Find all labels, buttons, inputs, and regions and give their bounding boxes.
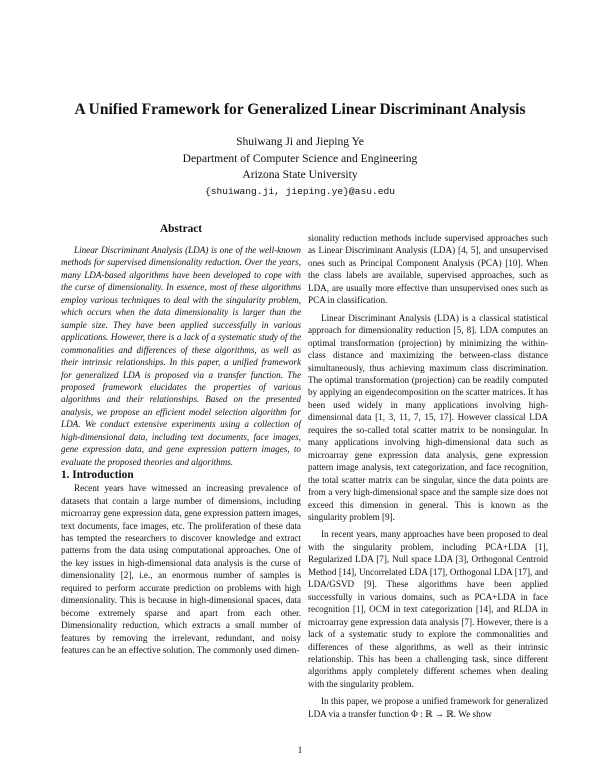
abstract-heading: Abstract — [159, 223, 203, 235]
introduction-paragraph-1-continued: sionality reduction methods include supervised approaches such as Linear Discriminant Analysis (LDA) [4, 5], and unsupervised ones such as Principal Component Analysis (PCA) [10]. When the class labels are available, supervised approaches, such as LDA, are usually more effective than unsupervised ones such as PCA in classification. — [308, 233, 548, 306]
author-department: Department of Computer Science and Engineering — [182, 151, 418, 165]
author-block — [0, 134, 600, 200]
author-university: Arizona State University — [242, 168, 358, 181]
introduction-paragraph-2: Linear Discriminant Analysis (LDA) is a classical statistical approach for dimensionality reduction [5, 8]. LDA computes an optimal transformation (projection) by minimizing the within-class distance and maximizing the between-class distance simultaneously, thus achieving maximum class discrimination. The optimal transformation (projection) can be readily computed by applying an eigendecomposition on the scatter matrices. It has been used widely in many applications involving high-dimensional data [1, 3, 11, 7, 15, 17]. However classical LDA requires the so-called total scatter matrix to be nonsingular. In many applications involving high-dimensional data such as microarray gene expression data analysis, gene expression pattern image analysis, text categorization, and face recognition, the total scatter matrix can be singular, since the data points are from a very high-dimensional space and the sample size does not exceed this dimension in general. This is known as the singularity problem [9]. — [308, 312, 548, 522]
author-names: Shuiwang Ji and Jieping Ye — [236, 135, 364, 148]
introduction-paragraph-4: In this paper, we propose a unified framework for generalized LDA via a transfer function Φ : ℝ → ℝ. We show — [308, 696, 548, 719]
introduction-paragraph-1: Recent years have witnessed an increasing prevalence of datasets that contain a large number of dimensions, including microarray gene expression data, gene expression pattern images, text documents, face images, etc. The proliferation of these data has tempted the researchers to discover knowledge and extract patterns from the data using computational approaches. One of the key issues in high-dimensional data analysis is the curse of dimensionality [2], i.e., an enormous number of samples is required to perform accurate prediction on problems with high dimensionality. This is because in high-dimensional spaces, data become extremely sparse and apart from each other. Dimensionality reduction, which extracts a small number of features by removing the irrelevant, redundant, and noisy features can be an effective solution. The commonly used dimen- — [61, 483, 301, 656]
right-column — [308, 232, 548, 720]
introduction-heading: 1. Introduction — [61, 469, 134, 482]
page-number: 1 — [297, 746, 303, 756]
introduction-paragraph-3: In recent years, many approaches have been proposed to deal with the singularity problem, including PCA+LDA [1], Regularized LDA [7], Null space LDA [3], Orthogonal Centroid Method [14], Uncorrelated LDA [17], Orthogonal LDA [17], and LDA/GSVD [9]. These algorithms have been applied successfully in various domains, such as PCA+LDA in face recognition [1], OCM in text categorization [14], and RLDA in microarray gene expression data analysis [7]. However, there is a lack of a systematic study to explore the commonalities and differences of these algorithms, as well as their intrinsic relationship. This has been a challenging task, since different algorithms apply completely different schemes when dealing with the singularity problem. — [308, 529, 548, 689]
author-email: {shuiwang.ji, jieping.ye}@asu.edu — [205, 185, 395, 197]
left-column — [61, 222, 301, 657]
abstract-text: Linear Discriminant Analysis (LDA) is one of the well-known methods for supervised dimensionality reduction. Over the years, many LDA-based algorithms have been developed to cope with the curse of dimensionality. In essence, most of these algorithms employ various techniques to deal with the singularity problem, which occurs when the data dimensionality is larger than the sample size. They have been applied successfully in various applications. However, there is a lack of a systematic study of the commonalities and differences of these algorithms, as well as their intrinsic relationships. In this paper, a unified framework for generalized LDA is proposed via a transfer function. The proposed framework elucidates the properties of various algorithms and their relationships. Based on the presented analysis, we propose an efficient model selection algorithm for LDA. We conduct extensive experiments using a collection of high-dimensional data, including text documents, face images, gene expression data, and gene expression pattern images, to evaluate the proposed theories and algorithms. — [61, 245, 301, 467]
paper-title: A Unified Framework for Generalized Linear Discriminant Analysis — [74, 101, 526, 118]
